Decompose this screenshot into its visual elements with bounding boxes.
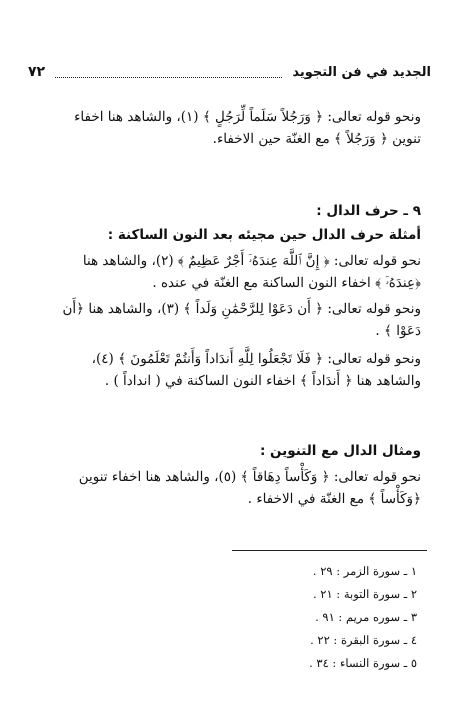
- footnote: ١ ـ سورة الزمر : ٢٩ .: [312, 564, 417, 578]
- paragraph-rajul: [32, 106, 421, 150]
- section-heading: ٩ ـ حرف الدال :: [316, 203, 421, 219]
- text-line: ﴿وَكَأْساً ﴾ مع الغنّة في الاخفاء .: [247, 491, 421, 507]
- examples-heading: [32, 224, 421, 246]
- footnote: ٢ ـ سورة التوبة : ٢١ .: [312, 587, 417, 601]
- paragraph-kas: [32, 466, 421, 510]
- text-line: نحو قوله تعالى: ﴿ إِنَّ ٱللَّهَ عِندَهُۥٓ أَجْرٌ عَظِيمٌ ﴾ (٢)، والشاهد هنا: [82, 253, 421, 269]
- text-line: ونحو قوله تعالى: ﴿ أَن دَعَوْا لِلرَّحْمَٰنِ وَلَداً ﴾ (٣)، والشاهد هنا ﴿أَن: [62, 301, 421, 317]
- book-title: الجديد في فن التجويد: [292, 64, 431, 80]
- text-line: ﴿عِندَهُۥٓ ﴾ اخفاء النون الساكنة مع الغنّة في عنده .: [152, 275, 421, 291]
- examples-paragraphs: [32, 250, 421, 392]
- footnote: ٥ ـ سورة النساء : ٣٤ .: [309, 656, 417, 670]
- text-line: تنوين ﴿ وَرَجُلاً ﴾ مع الغنّة حين الاخفاء.: [212, 131, 421, 147]
- leader-dots: [55, 67, 282, 78]
- text-line: ونحو قوله تعالى: ﴿ وَرَجُلاً سَلَماً لِّرَجُلٍ ﴾ (١)، والشاهد هنا اخفاء: [74, 109, 421, 125]
- footnote: ٤ ـ سورة البقرة : ٢٢ .: [310, 633, 417, 647]
- text-line: والشاهد هنا ﴿ أَندَاداً ﴾ اخفاء النون الساكنة في ( انداداً ) .: [104, 373, 421, 389]
- subheading: أمثلة حرف الدال حين مجيئه بعد النون الساكنة :: [107, 227, 421, 243]
- footnote-separator: [232, 550, 427, 551]
- subheading: ومثال الدال مع التنوين :: [259, 443, 421, 459]
- text-line: ونحو قوله تعالى: ﴿ فَلَا تَجْعَلُوا لِلَّهِ أَندَاداً وَأَنتُمْ تَعْلَمُونَ ﴾ (٤)،: [91, 351, 421, 367]
- section-title: [32, 200, 421, 222]
- running-header: [28, 62, 431, 82]
- page-number: ٧٢: [28, 64, 46, 80]
- footnotes: [309, 560, 417, 675]
- text-line: نحو قوله تعالى: ﴿ وَكَأْساً دِهَاقاً ﴾ (٥)، والشاهد هنا اخفاء تنوين: [78, 469, 421, 485]
- text-line: دَعَوْا ﴾ .: [375, 323, 421, 339]
- tanween-heading: [32, 440, 421, 462]
- footnote: ٣ ـ سوره مريم : ٩١ .: [315, 610, 417, 624]
